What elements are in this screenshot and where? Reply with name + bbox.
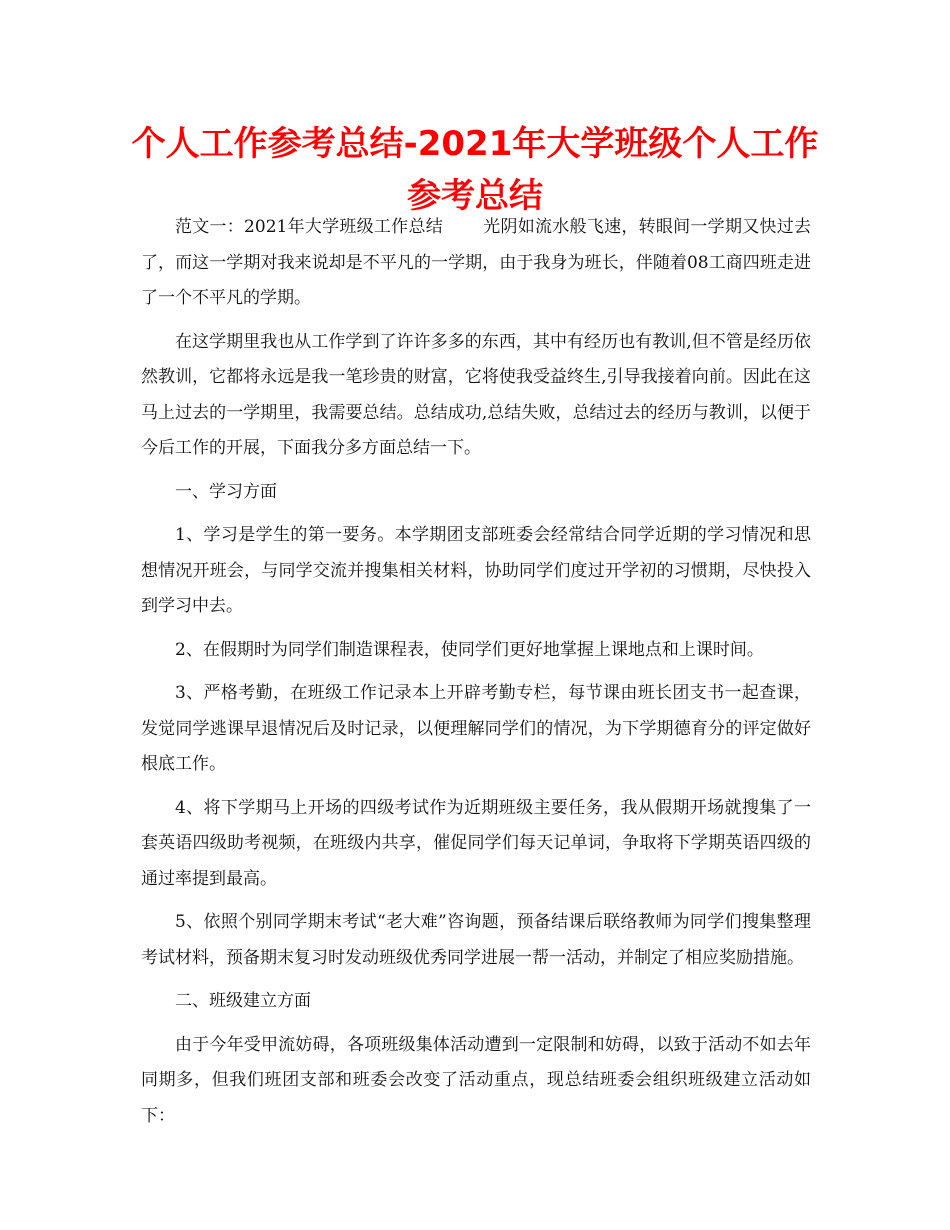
paragraph-study-1: 1、学习是学生的第一要务。本学期团支部班委会经常结合同学近期的学习情况和思想情况开班会，与同学交流并搜集相关材料，协助同学们度过开学初的习惯期，尽快投入到学习中去。	[141, 525, 811, 616]
paragraph-experience: 在这学期里我也从工作学到了许许多多的东西，其中有经历也有教训,但不管是经历依然教训，它都将永远是我一笔珍贵的财富，它将使我受益终生,引导我接着向前。因此在这马上过去的一学期里，我需要总结。总结成功,总结失败，总结过去的经历与教训，以便于今后工作的开展，下面我分多方面总结一下。	[141, 331, 811, 458]
paragraph-study-4: 4、将下学期马上开场的四级考试作为近期班级主要任务，我从假期开场就搜集了一套英语四级助考视频，在班级内共享，催促同学们每天记单词，争取将下学期英语四级的通过率提到最高。	[141, 797, 811, 889]
intro-text: 光阴如流水般飞速，转眼间一学期又快过去了，而这一学期对我来说却是不平凡的一学期，由于我身为班长，伴随着08工商四班走进了一个不平凡的学期。	[141, 217, 811, 308]
document-title: 个人工作参考总结-2021年大学班级个人工作参考总结	[131, 124, 819, 216]
section-heading-class-building: 二、班级建立方面	[175, 991, 311, 1011]
paragraph-study-5: 5、依照个别同学期末考试“老大难”咨询题，预备结课后联络教师为同学们搜集整理考试材料，预备期末复习时发动班级优秀同学进展一帮一活动，并制定了相应奖励措施。	[141, 912, 811, 968]
paragraph-study-2: 2、在假期时为同学们制造课程表，使同学们更好地掌握上课地点和上课时间。	[175, 639, 764, 660]
intro-label: 范文一：2021年大学班级工作总结	[175, 217, 443, 237]
intro-paragraph	[141, 210, 811, 317]
document-body	[141, 210, 811, 1142]
section-heading-study: 一、学习方面	[175, 481, 277, 502]
paragraph-study-3: 3、严格考勤，在班级工作记录本上开辟考勤专栏，每节课由班长团支书一起查课，发觉同学逃课早退情况后及时记录，以便理解同学们的情况，为下学期德育分的评定做好根底工作。	[141, 683, 811, 774]
paragraph-class-building: 由于今年受甲流妨碍，各项班级集体活动遭到一定限制和妨碍，以致于活动不如去年同期多，但我们班团支部和班委会改变了活动重点，现总结班委会组织班级建立活动如下：	[141, 1034, 811, 1126]
